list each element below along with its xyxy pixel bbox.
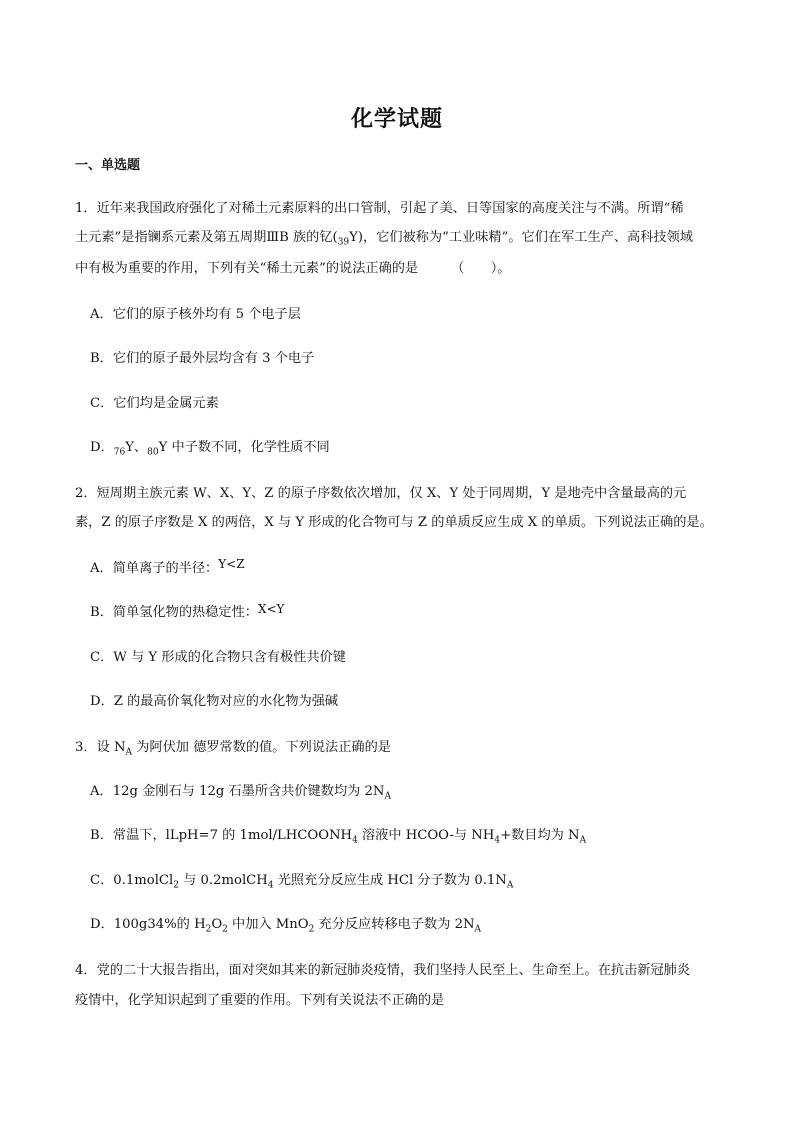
q2-option-d: D．Z 的最高价氧化物对应的水化物为强碱 — [90, 694, 339, 709]
q2-option-a: A．简单离子的半径：Y<Z — [90, 557, 245, 576]
q1-line-1: 1．近年来我国政府强化了对稀土元素原料的出口管制，引起了美、日等国家的高度关注与不满。所谓“稀 — [75, 201, 684, 216]
q2-option-c: C．W 与 Y 形成的化合物只含有极性共价键 — [90, 650, 346, 665]
q3-option-a: A．12g 金刚石与 12g 石墨所含共价键数均为 $2N_A$ — [90, 784, 391, 802]
q1-option-d: D．$_{76}$Y、$_{80}$Y 中子数不同，化学性质不同 — [90, 440, 330, 458]
q2-line-1: 2．短周期主族元素 W、X、Y、Z 的原子序数依次增加，仅 X、Y 处于同周期，Y 是地壳中含量最高的元 — [75, 486, 687, 501]
q4-line-2: 疫情中，化学知识起到了重要的作用。下列有关说法不正确的是 — [75, 993, 445, 1008]
q4-line-1: 4．党的二十大报告指出，面对突如其来的新冠肺炎疫情，我们坚持人民至上、生命至上。在抗击新冠肺炎 — [75, 963, 691, 978]
q3-option-c: C．0.1molCl$_2$ 与 0.2molCH$_4$ 光照充分反应生成 HCl 分子数为 $0.1N_A$ — [90, 873, 514, 891]
q3-line-1: 3．设 $N_A$ 为阿伏加 德罗常数的值。下列说法正确的是 — [75, 740, 391, 758]
q1-line-2: 土元素”是指镧系元素及第五周期ⅢB 族的钇$(_{39}Y)$，它们被称为“工业味精”。它们在军工生产、高科技领域 — [75, 230, 693, 248]
q2-line-2: 素，Z 的原子序数是 X 的两倍，X 与 Y 形成的化合物可与 Z 的单质反应生成 X 的单质。下列说法正确的是。 — [75, 515, 713, 530]
q3-option-b: B．常温下，lLpH=7 的 $1mol/LHCOONH_4$ 溶液中 HCOO-与 $NH_4+$数目均为 $N_A$ — [90, 828, 587, 846]
section-heading: 一、单选题 — [75, 158, 141, 173]
q1-option-c: C．它们均是金属元素 — [90, 396, 219, 411]
q1-line-3: 中有极为重要的作用，下列有关“稀土元素”的说法正确的是 （ ）。 — [75, 261, 511, 276]
q3-option-d: D．100g34%的 $H_2O_2$ 中加入 MnO$_2$ 充分反应转移电子数为 $2N_A$ — [90, 917, 482, 935]
q1-option-a: A．它们的原子核外均有 5 个电子层 — [90, 307, 301, 322]
q1-option-b: B．它们的原子最外层均含有 3 个电子 — [90, 351, 315, 366]
q2-option-b: B．简单氢化物的热稳定性：X<Y — [90, 602, 285, 620]
page-title: 化学试题 — [350, 107, 443, 132]
